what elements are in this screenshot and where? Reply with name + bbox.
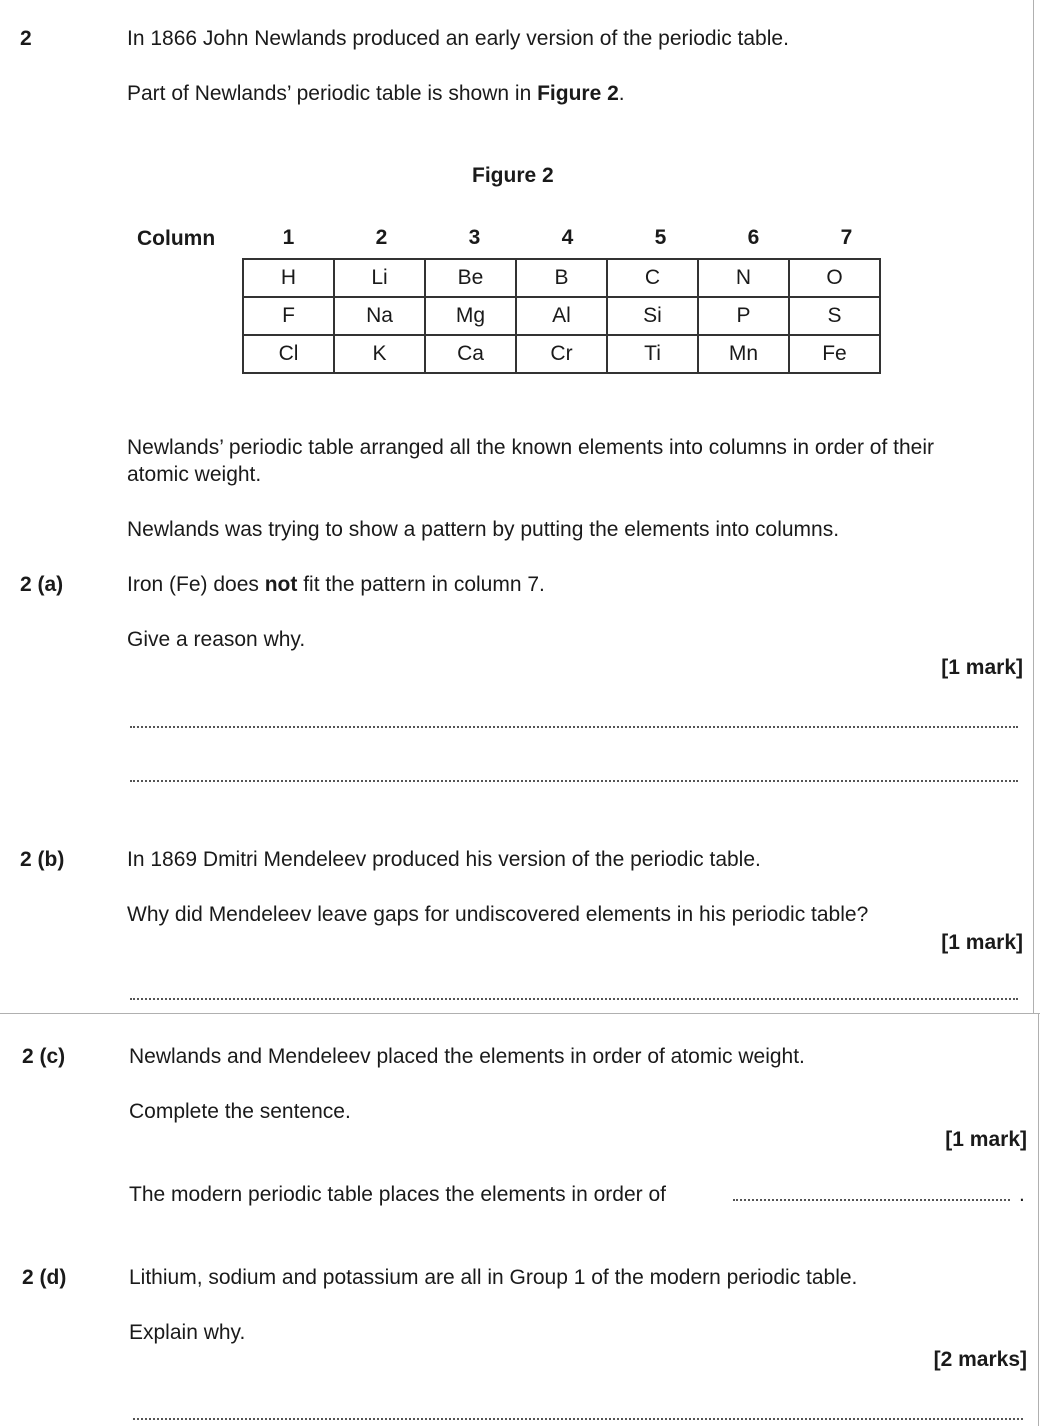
answer-line[interactable] xyxy=(133,1418,1023,1420)
column-header: 1 xyxy=(282,226,295,249)
marks-label: [2 marks] xyxy=(933,1348,1027,1371)
column-header: 2 xyxy=(375,226,388,249)
page-border-right-lower xyxy=(1038,1013,1039,1426)
column-header: 3 xyxy=(468,226,481,249)
figure-title: Figure 2 xyxy=(472,164,554,187)
question-text: Newlands and Mendeleev placed the elements in order of atomic weight. xyxy=(129,1045,805,1068)
sentence-answer-line[interactable] xyxy=(733,1199,1010,1201)
instruction: Complete the sentence. xyxy=(129,1100,351,1123)
element-cell: N xyxy=(698,259,789,297)
element-cell: Ca xyxy=(425,335,516,373)
element-cell: K xyxy=(334,335,425,373)
intro-text: In 1866 John Newlands produced an early version of the periodic table. xyxy=(127,27,789,50)
element-cell: Fe xyxy=(789,335,880,373)
question-text-start: Iron (Fe) does xyxy=(127,573,265,596)
table-row xyxy=(243,297,880,335)
element-cell: Mg xyxy=(425,297,516,335)
element-cell: Na xyxy=(334,297,425,335)
intro-figure-ref-end: . xyxy=(618,82,625,105)
marks-label: [1 mark] xyxy=(941,931,1023,954)
paragraph-line: atomic weight. xyxy=(127,463,262,486)
element-cell: S xyxy=(789,297,880,335)
element-cell: Cr xyxy=(516,335,607,373)
answer-line[interactable] xyxy=(130,726,1018,728)
question-text: Lithium, sodium and potassium are all in Group 1 of the modern periodic table. xyxy=(129,1266,858,1289)
question-number: 2 (d) xyxy=(22,1266,67,1289)
element-cell: O xyxy=(789,259,880,297)
intro-figure-ref xyxy=(127,81,625,106)
element-cell: Li xyxy=(334,259,425,297)
element-cell: Mn xyxy=(698,335,789,373)
page-border-right xyxy=(1033,0,1034,1013)
question-number: 2 xyxy=(20,27,32,50)
column-label: Column xyxy=(137,227,216,250)
question-number: 2 (a) xyxy=(20,573,64,596)
sentence-end: . xyxy=(1019,1183,1025,1206)
element-cell: Ti xyxy=(607,335,698,373)
element-cell: H xyxy=(243,259,334,297)
question-text-bold: not xyxy=(264,573,298,596)
column-header: 4 xyxy=(561,226,574,249)
element-cell: F xyxy=(243,297,334,335)
instruction: Explain why. xyxy=(129,1321,246,1344)
question-text-end: fit the pattern in column 7. xyxy=(297,573,545,596)
intro-figure-ref-text: Part of Newlands’ periodic table is shown in xyxy=(127,82,538,105)
question-text xyxy=(127,572,545,597)
element-cell: Be xyxy=(425,259,516,297)
question-number: 2 (c) xyxy=(22,1045,66,1068)
question-text: In 1869 Dmitri Mendeleev produced his version of the periodic table. xyxy=(127,848,761,871)
column-header: 6 xyxy=(747,226,760,249)
marks-label: [1 mark] xyxy=(945,1128,1027,1151)
column-header: 7 xyxy=(840,226,853,249)
marks-label: [1 mark] xyxy=(941,656,1023,679)
paragraph-line: Newlands’ periodic table arranged all the known elements into columns in order of their xyxy=(127,436,934,459)
element-cell: Cl xyxy=(243,335,334,373)
answer-line[interactable] xyxy=(130,998,1018,1000)
question-number: 2 (b) xyxy=(20,848,65,871)
question-text: Why did Mendeleev leave gaps for undiscovered elements in his periodic table? xyxy=(127,903,869,926)
element-cell: C xyxy=(607,259,698,297)
element-cell: B xyxy=(516,259,607,297)
table-row xyxy=(243,259,880,297)
page-separator xyxy=(0,1013,1040,1014)
table-row xyxy=(243,335,880,373)
instruction: Give a reason why. xyxy=(127,628,306,651)
answer-line[interactable] xyxy=(130,780,1018,782)
column-header: 5 xyxy=(654,226,667,249)
element-cell: P xyxy=(698,297,789,335)
element-cell: Si xyxy=(607,297,698,335)
newlands-table xyxy=(242,258,881,374)
paragraph: Newlands was trying to show a pattern by putting the elements into columns. xyxy=(127,518,840,541)
intro-figure-ref-bold: Figure 2 xyxy=(537,82,619,105)
sentence-text: The modern periodic table places the elements in order of xyxy=(129,1183,666,1206)
element-cell: Al xyxy=(516,297,607,335)
